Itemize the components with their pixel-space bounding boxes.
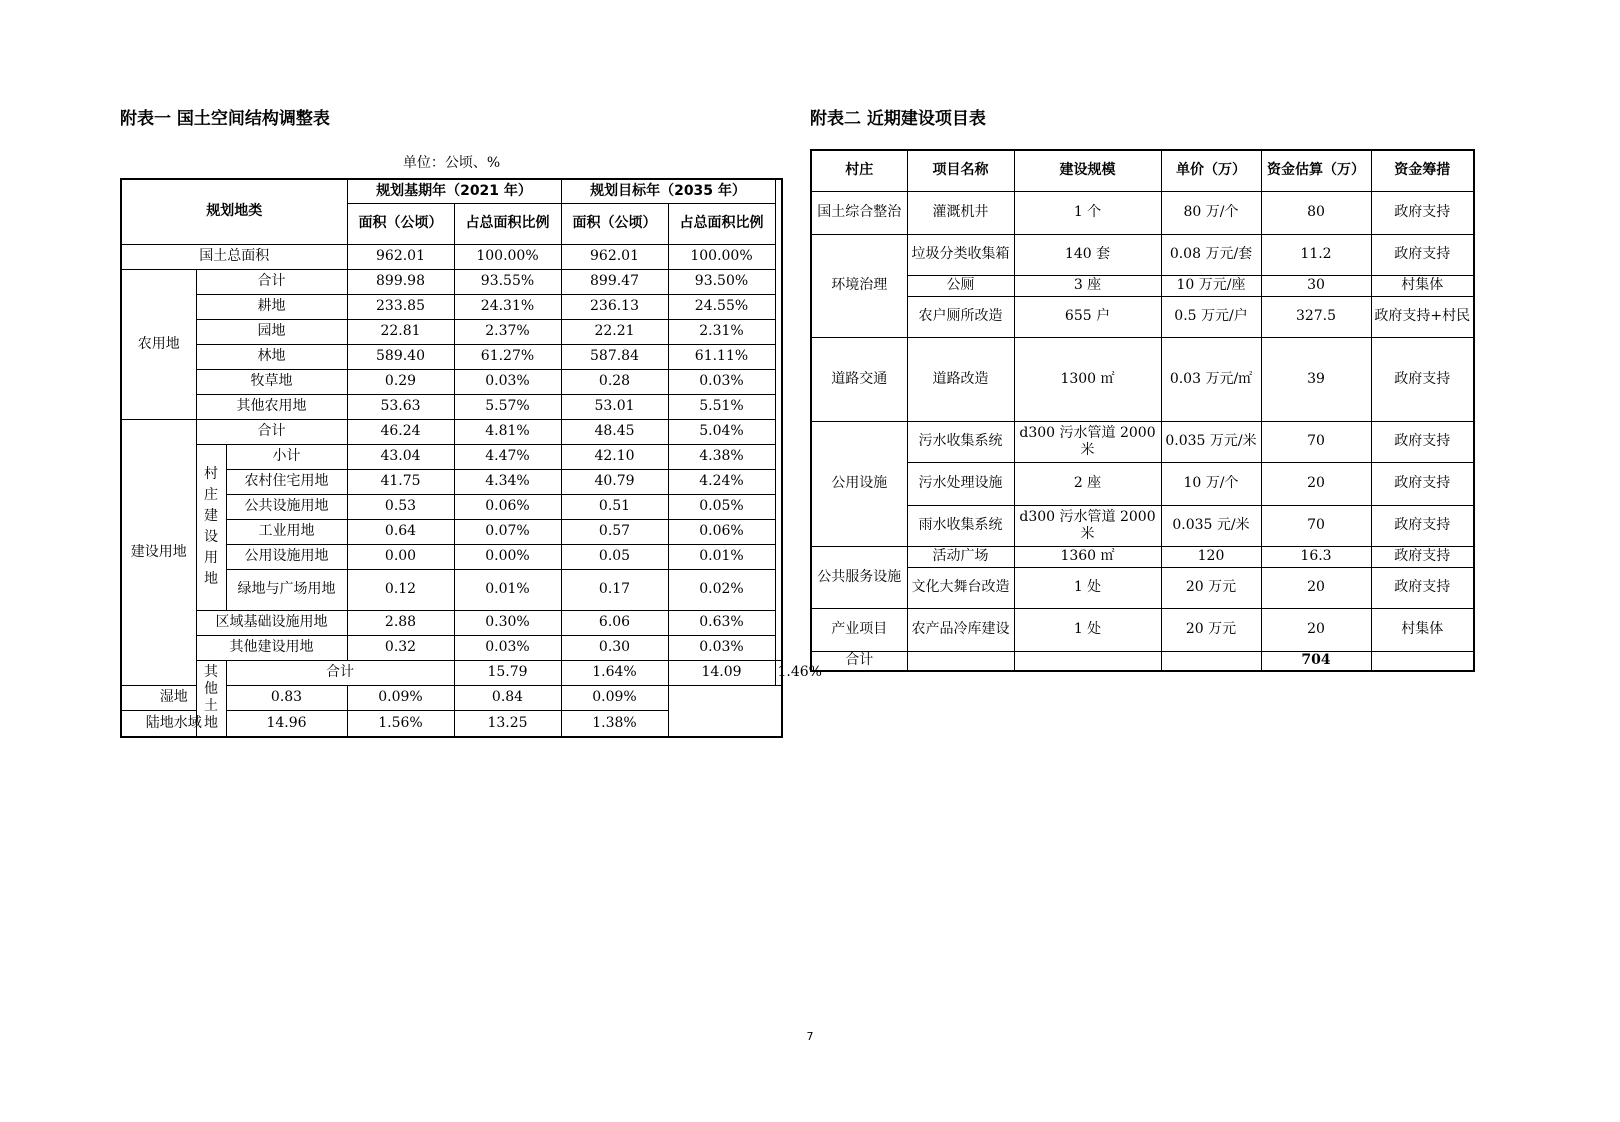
table-row: [121, 319, 782, 344]
cell: 4.24%: [668, 469, 775, 494]
cell: 899.98: [347, 269, 454, 294]
cell: 53.01: [561, 394, 668, 419]
header-target-year: 规划目标年（2035 年）: [561, 179, 775, 203]
row-label: 合计: [226, 660, 454, 685]
row-label: 其他建设用地: [196, 635, 347, 660]
row-label: 园地: [196, 319, 347, 344]
cell: 农产品冷库建设: [907, 608, 1014, 651]
cell: 0.05%: [668, 494, 775, 519]
table-row: [121, 369, 782, 394]
cell: 0.09%: [561, 685, 668, 710]
cell: 22.21: [561, 319, 668, 344]
cell: 污水处理设施: [907, 462, 1014, 505]
cell: 0.01%: [454, 569, 561, 610]
group-construction: 建设用地: [121, 419, 196, 685]
cell: 39: [1261, 337, 1371, 421]
cell: 农户厕所改造: [907, 296, 1014, 337]
cell: 0.17: [561, 569, 668, 610]
table1-title: 附表一 国土空间结构调整表: [120, 109, 330, 129]
table-row: [811, 567, 1474, 608]
cell: 0.28: [561, 369, 668, 394]
cell: 100.00%: [668, 244, 775, 269]
table-row: [121, 444, 782, 469]
cell: 140 套: [1014, 234, 1161, 275]
header-village: 村庄: [811, 150, 907, 191]
table-row: [811, 546, 1474, 567]
cell: d300 污水管道 2000 米: [1014, 505, 1161, 546]
land-structure-table: [120, 178, 822, 738]
cell: 0.06%: [454, 494, 561, 519]
cell: 46.24: [347, 419, 454, 444]
table-row: [121, 635, 782, 660]
table-row: [121, 685, 782, 710]
cell: 0.83: [226, 685, 347, 710]
table-row: [121, 419, 782, 444]
cell: 0.035 元/米: [1161, 505, 1261, 546]
village-cell: 公用设施: [811, 421, 907, 546]
cell: 0.63%: [668, 610, 775, 635]
cell: 政府支持: [1371, 505, 1474, 546]
cell: 24.55%: [668, 294, 775, 319]
row-label: 耕地: [196, 294, 347, 319]
construction-projects-table: [810, 149, 1475, 672]
cell: 1360 ㎡: [1014, 546, 1161, 567]
cell: 政府支持: [1371, 191, 1474, 234]
cell: 0.035 万元/米: [1161, 421, 1261, 462]
cell: 污水收集系统: [907, 421, 1014, 462]
cell: 公厕: [907, 275, 1014, 296]
cell: 20: [1261, 462, 1371, 505]
cell: 政府支持: [1371, 421, 1474, 462]
village-cell: 道路交通: [811, 337, 907, 421]
cell: 0.03%: [668, 369, 775, 394]
cell: 1.64%: [561, 660, 668, 685]
cell: 2.31%: [668, 319, 775, 344]
table-row: [121, 294, 782, 319]
cell: 1 处: [1014, 608, 1161, 651]
table-row: [121, 610, 782, 635]
table2-title: 附表二 近期建设项目表: [810, 109, 986, 129]
cell: 14.09: [668, 660, 775, 685]
cell: 93.50%: [668, 269, 775, 294]
cell: 70: [1261, 421, 1371, 462]
cell: 0.09%: [347, 685, 454, 710]
cell: 4.81%: [454, 419, 561, 444]
cell: 1.38%: [561, 710, 668, 737]
cell-empty: [1014, 651, 1161, 671]
cell: 53.63: [347, 394, 454, 419]
row-label: 合计: [196, 419, 347, 444]
header-area: 面积（公顷）: [347, 203, 454, 244]
cell: 3 座: [1014, 275, 1161, 296]
cell: 80: [1261, 191, 1371, 234]
table-row: [811, 275, 1474, 296]
cell: 655 户: [1014, 296, 1161, 337]
cell: 20 万元: [1161, 567, 1261, 608]
cell: 0.30%: [454, 610, 561, 635]
row-label: 公共设施用地: [226, 494, 347, 519]
row-label: 陆地水域: [121, 710, 226, 737]
cell: 0.30: [561, 635, 668, 660]
cell: 1300 ㎡: [1014, 337, 1161, 421]
table-row: [811, 296, 1474, 337]
cell: 11.2: [1261, 234, 1371, 275]
cell: 100.00%: [454, 244, 561, 269]
cell: 活动广场: [907, 546, 1014, 567]
cell: 0.07%: [454, 519, 561, 544]
cell: 93.55%: [454, 269, 561, 294]
header-category: 规划地类: [121, 179, 347, 244]
cell: 0.64: [347, 519, 454, 544]
cell: 6.06: [561, 610, 668, 635]
cell-empty: [1371, 651, 1474, 671]
table-row: [121, 660, 782, 685]
cell: d300 污水管道 2000 米: [1014, 421, 1161, 462]
cell: 0.84: [454, 685, 561, 710]
page-number: 7: [806, 1030, 814, 1043]
row-label: 合计: [196, 269, 347, 294]
header-fund-estimate: 资金估算（万）: [1261, 150, 1371, 191]
cell: 43.04: [347, 444, 454, 469]
row-label: 工业用地: [226, 519, 347, 544]
cell: 962.01: [347, 244, 454, 269]
cell: 24.31%: [454, 294, 561, 319]
table-row: [121, 344, 782, 369]
cell: 道路改造: [907, 337, 1014, 421]
cell: 0.00: [347, 544, 454, 569]
cell: 0.06%: [668, 519, 775, 544]
cell: 236.13: [561, 294, 668, 319]
table-row: [121, 710, 782, 737]
cell: 雨水收集系统: [907, 505, 1014, 546]
cell: 村集体: [1371, 608, 1474, 651]
cell: 233.85: [347, 294, 454, 319]
cell: 0.08 万元/套: [1161, 234, 1261, 275]
header-scale: 建设规模: [1014, 150, 1161, 191]
row-label: 农村住宅用地: [226, 469, 347, 494]
cell: 5.04%: [668, 419, 775, 444]
header-unit-price: 单价（万）: [1161, 150, 1261, 191]
cell: 1.46%: [775, 660, 782, 685]
cell: 41.75: [347, 469, 454, 494]
cell: 589.40: [347, 344, 454, 369]
cell: 政府支持: [1371, 337, 1474, 421]
cell: 0.03 万元/㎡: [1161, 337, 1261, 421]
cell: 政府支持+村民: [1371, 296, 1474, 337]
cell: 0.12: [347, 569, 454, 610]
cell: 16.3: [1261, 546, 1371, 567]
row-label: 区域基础设施用地: [196, 610, 347, 635]
group-village: 村庄建设用地: [196, 444, 226, 610]
cell: 5.57%: [454, 394, 561, 419]
cell: 政府支持: [1371, 234, 1474, 275]
row-label: 绿地与广场用地: [226, 569, 347, 610]
total-row: [811, 651, 1474, 671]
header-fund-source: 资金筹措: [1371, 150, 1474, 191]
table-row: [121, 269, 782, 294]
cell: 20: [1261, 608, 1371, 651]
row-label: 湿地: [121, 685, 226, 710]
cell: 0.57: [561, 519, 668, 544]
table-row: [811, 505, 1474, 546]
cell: 1 处: [1014, 567, 1161, 608]
row-label: 林地: [196, 344, 347, 369]
table1-unit: 单位：公顷、%: [402, 155, 501, 171]
cell: 4.34%: [454, 469, 561, 494]
cell: 0.51: [561, 494, 668, 519]
group-other-land: 其他土地: [196, 660, 226, 737]
village-cell: 国土综合整治: [811, 191, 907, 234]
cell: 2.88: [347, 610, 454, 635]
village-cell: 产业项目: [811, 608, 907, 651]
cell: 14.96: [226, 710, 347, 737]
cell: 0.05: [561, 544, 668, 569]
total-value: 704: [1261, 651, 1371, 671]
cell: 20: [1261, 567, 1371, 608]
cell: 政府支持: [1371, 462, 1474, 505]
cell: 22.81: [347, 319, 454, 344]
header-project: 项目名称: [907, 150, 1014, 191]
header-area: 面积（公顷）: [561, 203, 668, 244]
cell: 962.01: [561, 244, 668, 269]
cell: 10 万/个: [1161, 462, 1261, 505]
table-row: [811, 462, 1474, 505]
cell: 垃圾分类收集箱: [907, 234, 1014, 275]
cell: 15.79: [454, 660, 561, 685]
village-cell: 公共服务设施: [811, 546, 907, 608]
cell: 政府支持: [1371, 567, 1474, 608]
header-ratio: 占总面积比例: [454, 203, 561, 244]
cell: 村集体: [1371, 275, 1474, 296]
cell: 48.45: [561, 419, 668, 444]
table-row: [811, 421, 1474, 462]
cell: 0.03%: [454, 635, 561, 660]
cell: 61.27%: [454, 344, 561, 369]
cell: 120: [1161, 546, 1261, 567]
group-agri: 农用地: [121, 269, 196, 419]
cell: 0.00%: [454, 544, 561, 569]
cell: 13.25: [454, 710, 561, 737]
cell: 0.02%: [668, 569, 775, 610]
cell: 80 万/个: [1161, 191, 1261, 234]
cell: 42.10: [561, 444, 668, 469]
cell: 10 万元/座: [1161, 275, 1261, 296]
cell-empty: [907, 651, 1014, 671]
cell: 0.32: [347, 635, 454, 660]
cell: 0.53: [347, 494, 454, 519]
cell: 4.47%: [454, 444, 561, 469]
cell: 1.56%: [347, 710, 454, 737]
cell: 70: [1261, 505, 1371, 546]
table-row: [121, 394, 782, 419]
cell: 2.37%: [454, 319, 561, 344]
village-cell: 环境治理: [811, 234, 907, 337]
table-row: [811, 191, 1474, 234]
cell: 文化大舞台改造: [907, 567, 1014, 608]
cell: 1 个: [1014, 191, 1161, 234]
table-row: [811, 608, 1474, 651]
cell: 20 万元: [1161, 608, 1261, 651]
row-label: 牧草地: [196, 369, 347, 394]
row-label: 小计: [226, 444, 347, 469]
cell: 0.03%: [668, 635, 775, 660]
header-ratio: 占总面积比例: [668, 203, 775, 244]
row-label: 公用设施用地: [226, 544, 347, 569]
cell: 2 座: [1014, 462, 1161, 505]
table-row: [121, 244, 782, 269]
cell: 0.29: [347, 369, 454, 394]
row-label: 国土总面积: [121, 244, 347, 269]
cell: 0.01%: [668, 544, 775, 569]
cell: 0.5 万元/户: [1161, 296, 1261, 337]
cell: 政府支持: [1371, 546, 1474, 567]
cell: 899.47: [561, 269, 668, 294]
cell: 4.38%: [668, 444, 775, 469]
cell-empty: [1161, 651, 1261, 671]
table-row: [811, 337, 1474, 421]
cell: 40.79: [561, 469, 668, 494]
row-label: 其他农用地: [196, 394, 347, 419]
cell: 30: [1261, 275, 1371, 296]
header-base-year: 规划基期年（2021 年）: [347, 179, 561, 203]
table-row: [811, 234, 1474, 275]
total-label: 合计: [811, 651, 907, 671]
cell: 587.84: [561, 344, 668, 369]
cell: 灌溉机井: [907, 191, 1014, 234]
cell: 61.11%: [668, 344, 775, 369]
cell: 327.5: [1261, 296, 1371, 337]
cell: 5.51%: [668, 394, 775, 419]
cell: 0.03%: [454, 369, 561, 394]
